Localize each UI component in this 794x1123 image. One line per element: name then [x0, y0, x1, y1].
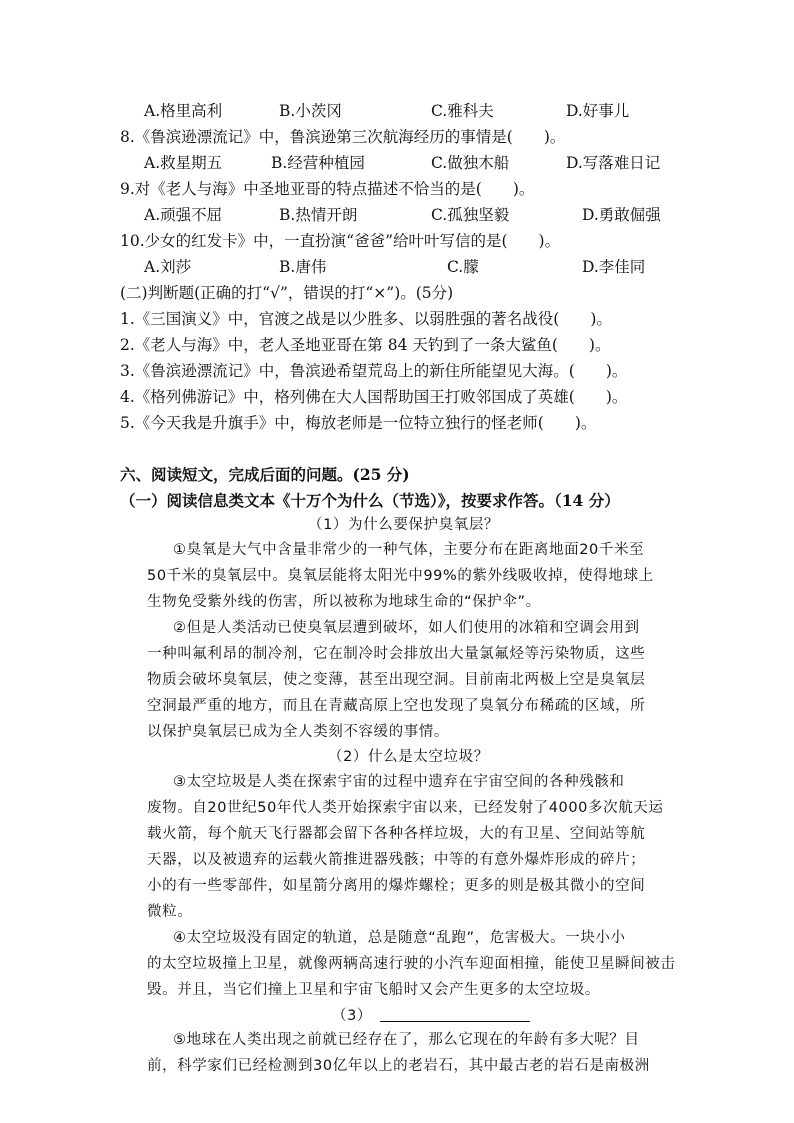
heading-1: （1）为什么要保护臭氧层？	[308, 517, 500, 533]
para2-line1: ②但是人类活动已使臭氧层遭到破坏，如人们使用的冰箱和空调会用到	[173, 620, 640, 636]
q9-option-c: C.孤独坚毅	[431, 206, 510, 224]
q9-option-d: D.勇敢倔强	[582, 206, 661, 224]
q7-option-d: D.好事儿	[566, 102, 630, 120]
heading-3-blank[interactable]	[380, 1005, 530, 1022]
q10-option-a: A.刘莎	[144, 258, 192, 276]
q8-option-d: D.写落难日记	[566, 154, 661, 172]
q9-option-a: A.顽强不屈	[144, 206, 223, 224]
q9-option-b: B.热情开朗	[279, 206, 358, 224]
q7-option-b: B.小茨冈	[279, 102, 342, 120]
judge-title: (二)判断题(正确的打“√”，错误的打“×”)。(5分)	[120, 284, 454, 302]
para4-line2: 的太空垃圾撞上卫星，就像两辆高速行驶的小汽车迎面相撞，能使卫星瞬间被击	[147, 956, 676, 972]
para2-line3: 物质会破坏臭氧层，使之变薄，甚至出现空洞。目前南北两极上空是臭氧层	[147, 672, 646, 688]
q8-option-c: C.做独木船	[431, 154, 510, 172]
q9-stem: 9.对《老人与海》中圣地亚哥的特点描述不恰当的是( )。	[120, 180, 535, 198]
q10-option-b: B.唐伟	[279, 258, 327, 276]
heading-3	[332, 1005, 530, 1026]
q8-option-b: B.经营种植园	[271, 154, 365, 172]
judge-item-2: 2.《老人与海》中，老人圣地亚哥在第 84 天钓到了一条大鲨鱼( )。	[120, 336, 611, 354]
q10-option-c: C.朦	[447, 258, 479, 276]
para2-line2: 一种叫氟利昂的制冷剂，它在制冷时会排放出大量氯氟烃等污染物质，这些	[147, 646, 646, 662]
para1-line2: 50千米的臭氧层中。臭氧层能将太阳光中99%的紫外线吸收掉，使得地球上	[147, 568, 654, 584]
para5-line1: ⑤地球在人类出现之前就已经存在了，那么它现在的年龄有多大呢？目	[173, 1032, 640, 1048]
section6-subtitle: （一）阅读信息类文本《十万个为什么（节选）》，按要求作答。（14 分）	[120, 491, 620, 510]
para3-line3: 载火箭，每个航天飞行器都会留下各种各样垃圾，大的有卫星、空间站等航	[147, 826, 646, 842]
heading-2: （2）什么是太空垃圾？	[328, 749, 489, 765]
para1-line3: 生物免受紫外线的伤害，所以被称为地球生命的“保护伞”。	[147, 594, 541, 610]
heading-3-label: （3）	[332, 1008, 373, 1024]
para2-line4: 空洞最严重的地方，而且在青藏高原上空也发现了臭氧分布稀疏的区域，所	[147, 698, 646, 714]
section6-title: 六、阅读短文，完成后面的问题。(25 分)	[120, 465, 410, 484]
q8-option-a: A.救星期五	[144, 154, 223, 172]
judge-item-3: 3.《鲁滨逊漂流记》中，鲁滨逊希望荒岛上的新住所能望见大海。( )。	[120, 362, 628, 380]
q10-option-d: D.李佳同	[582, 258, 646, 276]
judge-item-4: 4.《格列佛游记》中，格列佛在大人国帮助国王打败邻国成了英雄( )。	[120, 388, 628, 406]
para3-line4: 天器，以及被遗弃的运载火箭推进器残骸；中等的有意外爆炸形成的碎片；	[147, 852, 646, 868]
para3-line1: ③太空垃圾是人类在探索宇宙的过程中遗弃在宇宙空间的各种残骸和	[173, 774, 625, 790]
para3-line5: 小的有一些零部件，如星箭分离用的爆炸螺栓；更多的则是极其微小的空间	[147, 878, 646, 894]
para3-line6: 微粒。	[147, 904, 193, 920]
para3-line2: 废物。自20世纪50年代人类开始探索宇宙以来，已经发射了4000多次航天运	[147, 800, 664, 816]
para5-line2: 前，科学家们已经检测到30亿年以上的老岩石，其中最古老的岩石是南极洲	[147, 1058, 650, 1074]
q8-stem: 8.《鲁滨逊漂流记》中，鲁滨逊第三次航海经历的事情是( )。	[120, 128, 566, 146]
para2-line5: 以保护臭氧层已成为全人类刻不容缓的事情。	[147, 724, 449, 740]
q10-stem: 10.少女的红发卡》中，一直扮演“爸爸”给叶叶写信的是( )。	[120, 232, 561, 250]
q7-option-a: A.格里高利	[144, 102, 223, 120]
para1-line1: ①臭氧是大气中含量非常少的一种气体，主要分布在距离地面20千米至	[173, 542, 645, 558]
q7-option-c: C.雅科夫	[431, 102, 494, 120]
para4-line1: ④太空垃圾没有固定的轨道，总是随意“乱跑”，危害极大。一块小小	[173, 930, 626, 946]
judge-item-5: 5.《今天我是升旗手》中，梅放老师是一位特立独行的怪老师( )。	[120, 414, 597, 432]
judge-item-1: 1.《三国演义》中，官渡之战是以少胜多、以弱胜强的著名战役( )。	[120, 310, 612, 328]
para4-line3: 毁。并且，当它们撞上卫星和宇宙飞船时又会产生更多的太空垃圾。	[147, 982, 600, 998]
